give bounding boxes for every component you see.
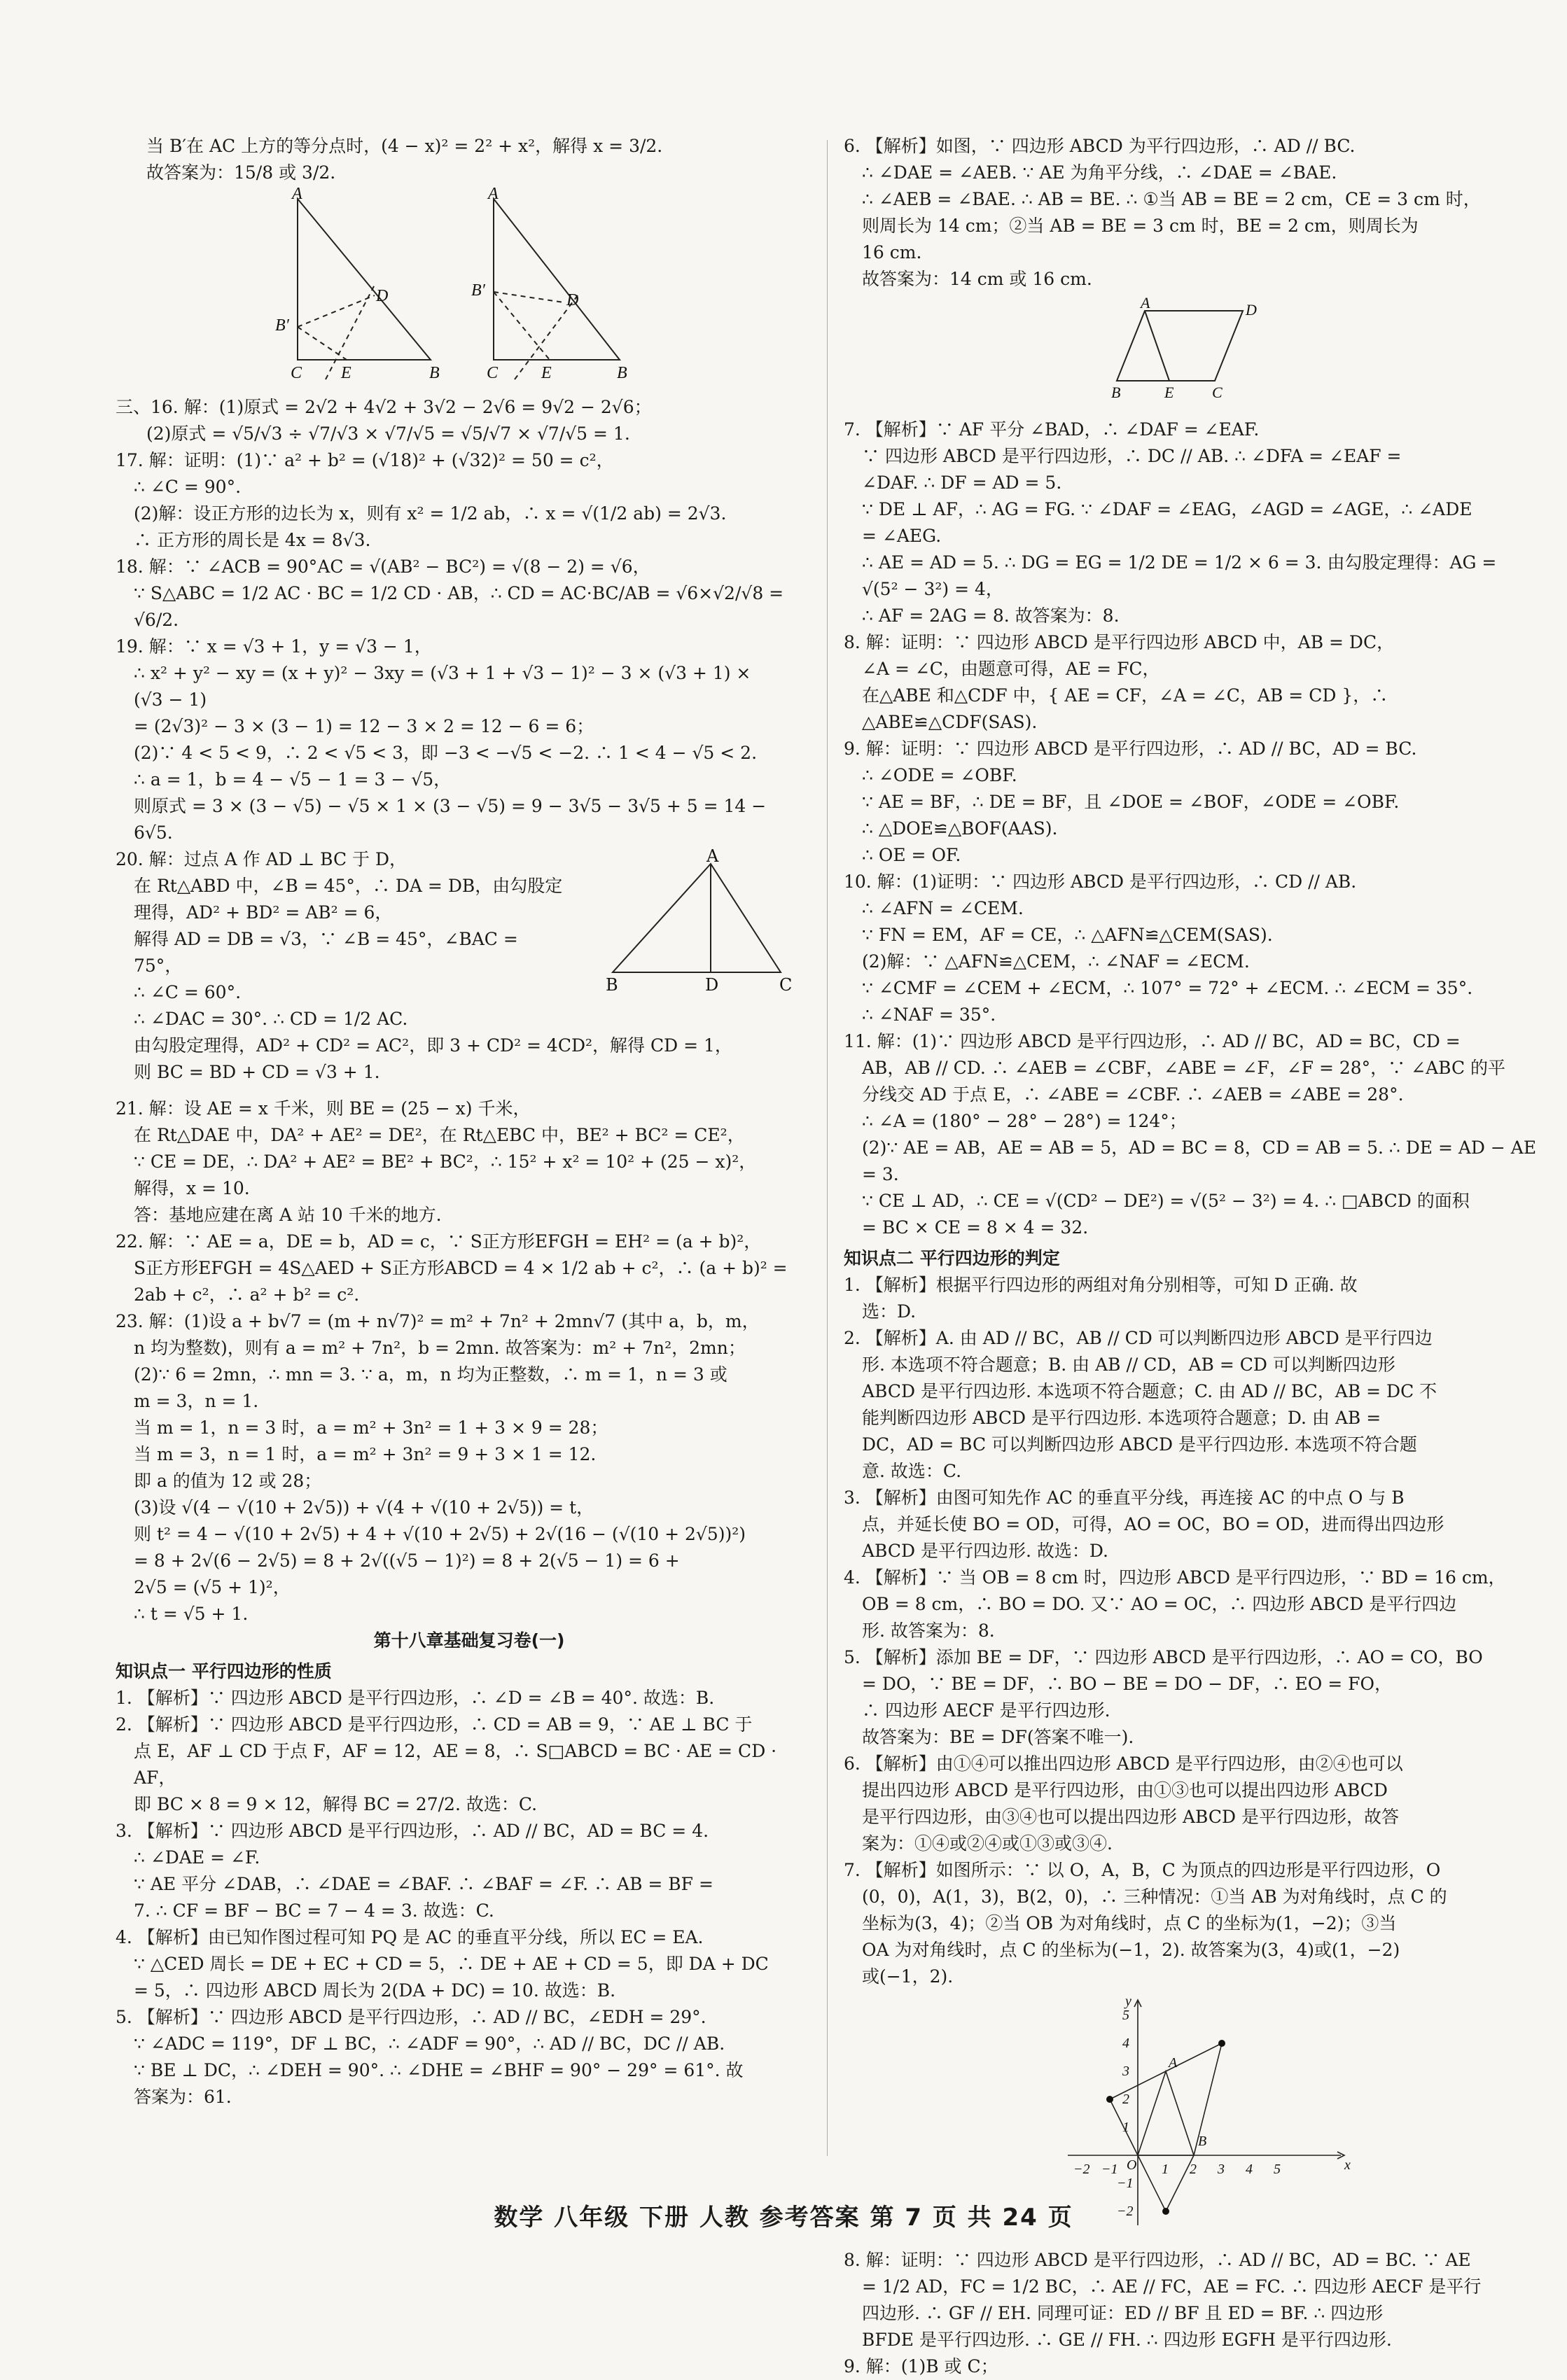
answer-line: ∵ △CED 周长 = DE + EC + CD = 5，∴ DE + AE + CD = 5，即 DA + DC xyxy=(134,1954,769,1974)
figure-label: D xyxy=(1246,301,1257,318)
tick-label: −1 xyxy=(1117,2176,1134,2191)
answer-line: (√3 − 1) xyxy=(134,690,207,710)
answer-line: ∴ ∠NAF = 35°. xyxy=(862,1004,996,1025)
answer-line: ∴ AF = 2AG = 8. 故答案为：8. xyxy=(862,606,1120,626)
answer-line: 5. 【解析】∵ 四边形 ABCD 是平行四边形，∴ AD // BC，∠EDH = 29°. xyxy=(116,2007,706,2027)
figure-label: C xyxy=(779,975,793,995)
answer-line: (2)∵ AE = AB，AE = AB = 5，AD = BC = 8，CD = AB = 5. ∴ DE = AD − AE = 3. xyxy=(862,1138,1537,1184)
answer-line: OB = 8 cm，∴ BO = DO. 又∵ AO = OC，∴ 四边形 ABCD 是平行四边 xyxy=(862,1594,1457,1614)
answer-line: 11. 解：(1)∵ 四边形 ABCD 是平行四边形，∴ AD // BC，AD = BC，CD = xyxy=(844,1031,1461,1051)
figure-label: A xyxy=(292,185,302,203)
answer-line: ∵ CE = DE，∴ DA² + AE² = BE² + BC²，∴ 15² + x² = 10² + (25 − x)²， xyxy=(134,1152,757,1172)
answer-line: 2. 【解析】∵ 四边形 ABCD 是平行四边形，∴ CD = AB = 9，∵ AE ⊥ BC 于 xyxy=(116,1714,753,1735)
answer-line: = BC × CE = 8 × 4 = 32. xyxy=(862,1217,1089,1238)
answer-line: 5. 【解析】添加 BE = DF，∵ 四边形 ABCD 是平行四边形，∴ AO = CO，BO xyxy=(844,1647,1483,1667)
right-column xyxy=(844,133,1551,2380)
origin-label: O xyxy=(1127,2157,1137,2173)
answer-line: 选：D. xyxy=(862,1301,917,1322)
tick-label: 3 xyxy=(1122,2064,1129,2079)
answer-line: ∴ a = 1，b = 4 − √5 − 1 = 3 − √5， xyxy=(134,769,452,790)
answer-line: = 5，∴ 四边形 ABCD 周长为 2(DA + DC) = 10. 故选：B. xyxy=(134,1980,616,2001)
answer-line: 9. 解：证明：∵ 四边形 ABCD 是平行四边形，∴ AD // BC，AD = BC. xyxy=(844,738,1417,759)
tick-label: −2 xyxy=(1073,2162,1090,2177)
figure-label: B xyxy=(429,364,440,382)
answer-line: 形. 故答案为：8. xyxy=(862,1620,995,1641)
triangle-figures xyxy=(116,185,823,387)
answer-line: m = 3，n = 1. xyxy=(134,1391,259,1411)
answer-line: ∵ ∠ADC = 119°，DF ⊥ BC，∴ ∠ADF = 90°，∴ AD // BC，DC // AB. xyxy=(134,2033,725,2054)
answer-line: 案为：①④或②④或①③或③④. xyxy=(862,1833,1113,1854)
answer-line: ∴ ∠DAE = ∠AEB. ∵ AE 为角平分线，∴ ∠DAE = ∠BAE. xyxy=(862,162,1337,183)
figure-label: B xyxy=(617,364,627,382)
dashed-line xyxy=(298,295,375,327)
answer-line: OA 为对角线时，点 C 的坐标为(−1，2). 故答案为(3，4)或(1，−2) xyxy=(862,1940,1400,1960)
answer-line: 6√5. xyxy=(134,822,173,843)
point-c1 xyxy=(1218,2040,1225,2047)
column-divider xyxy=(827,140,828,2156)
answer-line: 能判断四边形 ABCD 是平行四边形. 本选项符合题意；D. 由 AB = xyxy=(862,1408,1381,1428)
tick-label: 3 xyxy=(1218,2162,1225,2177)
triangle-abc-figure xyxy=(606,846,802,995)
answer-line: = 8 + 2√(6 − 2√5) = 8 + 2√((√5 − 1)²) = 8 + 2(√5 − 1) = 6 + xyxy=(134,1550,680,1571)
point-c2 xyxy=(1106,2096,1113,2103)
answer-line: 23. 解：(1)设 a + b√7 = (m + n√7)² = m² + 7n² + 2mn√7 (其中 a，b，m， xyxy=(116,1311,760,1331)
answer-line: ∴ △DOE≌△BOF(AAS). xyxy=(862,818,1058,839)
section-heading: 知识点一 平行四边形的性质 xyxy=(116,1661,332,1681)
figure-label: E xyxy=(1164,384,1174,401)
answer-line: 6. 【解析】如图，∵ 四边形 ABCD 为平行四边形，∴ AD // BC. xyxy=(844,136,1356,156)
answer-line: 7. 【解析】∵ AF 平分 ∠BAD，∴ ∠DAF = ∠EAF. xyxy=(844,419,1260,440)
answer-line: 形. 本选项不符合题意；B. 由 AB // CD，AB = CD 可以判断四边形 xyxy=(862,1354,1395,1375)
answer-line: (2)解：∵ △AFN≌△CEM，∴ ∠NAF = ∠ECM. xyxy=(862,951,1250,972)
answer-line: ∵ 四边形 ABCD 是平行四边形，∴ DC // AB. ∴ ∠DFA = ∠EAF = xyxy=(862,446,1402,466)
answer-line: 答案为：61. xyxy=(134,2087,232,2107)
answer-line: 点，并延长使 BO = OD，可得，AO = OC，BO = OD，进而得出四边形 xyxy=(862,1514,1444,1534)
left-column xyxy=(116,133,823,2110)
answer-line: (2)解：设正方形的边长为 x，则有 x² = 1/2 ab，∴ x = √(1/2 ab) = 2√3. xyxy=(134,503,727,524)
answer-line: 则 BC = BD + CD = √3 + 1. xyxy=(134,1062,380,1082)
figure-label: B xyxy=(1111,384,1121,401)
answer-line: 7. ∴ CF = BF − BC = 7 − 4 = 3. 故选：C. xyxy=(134,1900,494,1921)
answer-line: 8. 解：证明：∵ 四边形 ABCD 是平行四边形，∴ AD // BC，AD = BC. ∵ AE xyxy=(844,2250,1471,2270)
answer-line: 在△ABE 和△CDF 中，{ AE = CF，∠A = ∠C，AB = CD }，∴ △ABE≌△CDF(SAS). xyxy=(862,685,1388,732)
answer-line: ∵ ∠CMF = ∠CEM + ∠ECM，∴ 107° = 72° + ∠ECM. ∴ ∠ECM = 35°. xyxy=(862,978,1473,998)
point-label: A xyxy=(1169,2055,1178,2071)
answer-line: (2)∵ 4 < 5 < 9，∴ 2 < √5 < 3，即 −3 < −√5 < −2. ∴ 1 < 4 − √5 < 2. xyxy=(134,743,758,763)
answer-line: 3. 【解析】∵ 四边形 ABCD 是平行四边形，∴ AD // BC，AD = BC = 4. xyxy=(116,1821,709,1841)
answer-line: 分线交 AD 于点 E，∴ ∠ABE = ∠CBF. ∴ ∠AEB = ∠ABE = 28°. xyxy=(862,1084,1404,1105)
figure-label: E xyxy=(541,364,552,382)
figure-label: D xyxy=(705,975,719,995)
answer-line: 故答案为：15/8 或 3/2. xyxy=(146,162,336,183)
page-footer: 数学 八年级 下册 人教 参考答案 第 7 页 共 24 页 xyxy=(494,2204,1073,2232)
answer-line: 由勾股定理得，AD² + CD² = AC²，即 3 + CD² = 4CD²，解得 CD = 1， xyxy=(134,1035,732,1056)
figure-label: A xyxy=(488,185,499,203)
answer-line: (0，0)，A(1，3)，B(2，0)，∴ 三种情况：①当 AB 为对角线时，点 C 的 xyxy=(862,1886,1447,1907)
dashed-line xyxy=(494,292,564,302)
answer-line: 1. 【解析】∵ 四边形 ABCD 是平行四边形，∴ ∠D = ∠B = 40°. 故选：B. xyxy=(116,1688,715,1708)
triangle-left xyxy=(298,199,431,360)
answer-line: 三、16. 解：(1)原式 = 2√2 + 4√2 + 3√2 − 2√6 = 9√2 − 2√6； xyxy=(116,397,652,417)
point-label: B xyxy=(1198,2134,1207,2149)
answer-line: 当 m = 3，n = 1 时，a = m² + 3n² = 9 + 3 × 1 = 12. xyxy=(134,1444,597,1464)
answer-line: ∠A = ∠C，由题意可得，AE = FC， xyxy=(862,659,1160,679)
tick-label: 2 xyxy=(1190,2162,1197,2177)
answer-line: = DO，∵ BE = DF，∴ BO − BE = DO − DF，∴ EO = FO， xyxy=(862,1674,1392,1694)
tick-label: −2 xyxy=(1117,2204,1134,2219)
answer-line: (2)∵ 6 = 2mn，∴ mn = 3. ∵ a，m，n 均为正整数，∴ m = 1，n = 3 或 xyxy=(134,1364,727,1385)
answer-line: ABCD 是平行四边形. 本选项不符合题意；C. 由 AD // BC，AB = DC 不 xyxy=(862,1381,1437,1401)
answer-line: 即 BC × 8 = 9 × 12，解得 BC = 27/2. 故选：C. xyxy=(134,1794,538,1814)
answer-line: 故答案为：BE = DF(答案不唯一). xyxy=(862,1727,1134,1747)
answer-line: ∵ CE ⊥ AD，∴ CE = √(CD² − DE²) = √(5² − 3²) = 4. ∴ □ABCD 的面积 xyxy=(862,1191,1470,1211)
triangle-oab xyxy=(1138,2071,1194,2155)
answer-line: = 1/2 AD，FC = 1/2 BC，∴ AE // FC，AE = FC. ∴ 四边形 AECF 是平行 xyxy=(862,2276,1482,2297)
answer-line: 即 a 的值为 12 或 28； xyxy=(134,1471,322,1491)
dashed-line xyxy=(298,327,347,360)
triangle-figures-svg xyxy=(116,185,627,382)
answer-line: (2)原式 = √5/√3 ÷ √7/√3 × √7/√5 = √5/√7 × √7/√5 = 1. xyxy=(146,424,630,444)
answer-line: 解得，x = 10. xyxy=(134,1178,250,1198)
answer-line: 9. 解：(1)B 或 C； xyxy=(844,2356,998,2376)
answer-line: ∴ ∠C = 90°. xyxy=(134,477,242,497)
answer-line: (3)设 √(4 − √(10 + 2√5)) + √(4 + √(10 + 2√5)) = t， xyxy=(134,1497,594,1518)
axis-label: x xyxy=(1344,2157,1351,2173)
answer-line: 当 B′在 AC 上方的等分点时，(4 − x)² = 2² + x²，解得 x = 3/2. xyxy=(146,136,663,156)
answer-line: 2. 【解析】A. 由 AD // BC，AB // CD 可以判断四边形 ABCD 是平行四边 xyxy=(844,1328,1433,1348)
figure-label: A xyxy=(1141,294,1150,312)
axis-label: y xyxy=(1125,1994,1131,2009)
answer-line: ∠DAF. ∴ DF = AD = 5. xyxy=(862,472,1062,493)
answer-line: ∴ AE = AD = 5. ∴ DG = EG = 1/2 DE = 1/2 × 6 = 3. 由勾股定理得：AG = xyxy=(862,552,1497,573)
parallelogram-svg xyxy=(1103,294,1271,402)
tick-label: 4 xyxy=(1122,2036,1129,2051)
answer-line: ∵ AE 平分 ∠DAB，∴ ∠DAE = ∠BAF. ∴ ∠BAF = ∠F. ∴ AB = BF = xyxy=(134,1874,713,1894)
tick-label: 1 xyxy=(1122,2120,1129,2135)
answer-line: 6. 【解析】由①④可以推出四边形 ABCD 是平行四边形，由②④也可以 xyxy=(844,1754,1403,1774)
answer-line: ∴ ∠AEB = ∠BAE. ∴ AB = BE. ∴ ①当 AB = BE = 2 cm，CE = 3 cm 时， xyxy=(862,189,1481,209)
answer-line: 理得，AD² + BD² = AB² = 6， xyxy=(134,902,393,923)
answer-line: 在 Rt△ABD 中，∠B = 45°，∴ DA = DB，由勾股定 xyxy=(134,876,563,896)
answer-line: = ∠AEG. xyxy=(862,526,942,546)
answer-line: ∴ t = √5 + 1. xyxy=(134,1604,249,1624)
answer-line: ∴ ∠C = 60°. xyxy=(134,982,242,1002)
figure-label: C xyxy=(291,364,302,382)
answer-line: 2ab + c²，∴ a² + b² = c². xyxy=(134,1284,360,1305)
answer-line: 则 t² = 4 − √(10 + 2√5) + 4 + √(10 + 2√5) + 2√(16 − (√(10 + 2√5))²) xyxy=(134,1524,746,1544)
answer-line: 提出四边形 ABCD 是平行四边形，由①③也可以提出四边形 ABCD xyxy=(862,1780,1388,1800)
answer-line: 答：基地应建在离 A 站 10 千米的地方. xyxy=(134,1205,442,1225)
answer-line: AB，AB // CD. ∴ ∠AEB = ∠CBF，∠ABE = ∠F，∠F = 28°，∵ ∠ABC 的平 xyxy=(862,1058,1506,1078)
figure-label: B′ xyxy=(471,281,485,300)
answer-line: 当 m = 1，n = 3 时，a = m² + 3n² = 1 + 3 × 9 = 28； xyxy=(134,1418,608,1438)
figure-label: A xyxy=(706,846,719,866)
answer-line: ∵ S△ABC = 1/2 AC · BC = 1/2 CD · AB，∴ CD = AC·BC/AB = √6×√2/√8 = √6/2. xyxy=(134,583,784,630)
tick-label: 1 xyxy=(1162,2162,1169,2177)
figure-label: E xyxy=(341,364,351,382)
answer-line: 3. 【解析】由图可知先作 AC 的垂直平分线，再连接 AC 的中点 O 与 B xyxy=(844,1488,1405,1508)
answer-line: 7. 【解析】如图所示：∵ 以 O，A，B，C 为顶点的四边形是平行四边形，O xyxy=(844,1860,1441,1880)
triangle-right xyxy=(494,199,620,360)
answer-line: 在 Rt△DAE 中，DA² + AE² = DE²，在 Rt△EBC 中，BE² + BC² = CE²， xyxy=(134,1125,745,1145)
answer-line: S正方形EFGH = 4S△AED + S正方形ABCD = 4 × 1/2 ab + c²，∴ (a + b)² = xyxy=(134,1258,788,1278)
answer-line: ∵ AE = BF，∴ DE = BF，且 ∠DOE = ∠BOF，∠ODE = ∠OBF. xyxy=(862,792,1400,812)
answer-line: 4. 【解析】∵ 当 OB = 8 cm 时，四边形 ABCD 是平行四边形，∵ BD = 16 cm， xyxy=(844,1567,1506,1588)
answer-line: 16 cm. xyxy=(862,242,922,262)
answer-line: ∵ FN = EM，AF = CE，∴ △AFN≌△CEM(SAS). xyxy=(862,925,1273,945)
answer-line: 2√5 = (√5 + 1)²， xyxy=(134,1577,291,1597)
answer-line: 21. 解：设 AE = x 千米，则 BE = (25 − x) 千米， xyxy=(116,1098,531,1119)
figure-label: B xyxy=(606,975,618,995)
answer-line: ∴ ∠A = (180° − 28° − 28°) = 124°； xyxy=(862,1111,1187,1131)
answer-line: ∴ ∠ODE = ∠OBF. xyxy=(862,765,1017,785)
tick-label: 5 xyxy=(1122,2008,1129,2023)
parallelogram-figure xyxy=(844,294,1551,410)
answer-line: 8. 解：证明：∵ 四边形 ABCD 是平行四边形 ABCD 中，AB = DC， xyxy=(844,632,1395,652)
tick-label: −1 xyxy=(1101,2162,1118,2177)
answer-line: 或(−1，2). xyxy=(862,1966,954,1987)
tick-label: 4 xyxy=(1246,2162,1253,2177)
tick-label: 2 xyxy=(1122,2092,1129,2107)
answer-line: BFDE 是平行四边形. ∴ GE // FH. ∴ 四边形 EGFH 是平行四边形. xyxy=(862,2330,1392,2350)
answer-line: 则原式 = 3 × (3 − √5) − √5 × 1 × (3 − √5) = 9 − 3√5 − 3√5 + 5 = 14 − xyxy=(134,796,767,816)
answer-line: 1. 【解析】根据平行四边形的两组对角分别相等，可知 D 正确. 故 xyxy=(844,1275,1358,1295)
answer-line: ∵ DE ⊥ AF，∴ AG = FG. ∵ ∠DAF = ∠EAG，∠AGD = ∠AGE，∴ ∠ADE xyxy=(862,499,1472,519)
answer-line: 点 E，AF ⊥ CD 于点 F，AF = 12，AE = 8，∴ S□ABCD = BC · AE = CD · AF， xyxy=(134,1741,777,1788)
answer-line: 19. 解：∵ x = √3 + 1，y = √3 − 1， xyxy=(116,636,432,657)
answer-line: 22. 解：∵ AE = a，DE = b，AD = c，∵ S正方形EFGH = EH² = (a + b)²， xyxy=(116,1231,762,1252)
answer-line: 故答案为：14 cm 或 16 cm. xyxy=(862,269,1092,289)
section-heading: 知识点二 平行四边形的判定 xyxy=(844,1248,1060,1268)
figure-label: D xyxy=(376,287,389,305)
figure-label: C xyxy=(487,364,499,382)
tick-label: 5 xyxy=(1274,2162,1281,2177)
answer-line: √(5² − 3²) = 4， xyxy=(862,579,1003,599)
answer-line: 18. 解：∵ ∠ACB = 90°AC = √(AB² − BC²) = √(8 − 2) = √6， xyxy=(116,556,650,577)
answer-line: 坐标为(3，4)；②当 OB 为对角线时，点 C 的坐标为(1，−2)；③当 xyxy=(862,1913,1397,1933)
answer-line: 17. 解：证明：(1)∵ a² + b² = (√18)² + (√32)² = 50 = c²， xyxy=(116,450,614,470)
coordinate-graph-svg xyxy=(1061,1994,1355,2232)
answer-line: ∴ 正方形的周长是 4x = 8√3. xyxy=(134,530,371,550)
figure-label: C xyxy=(1212,384,1223,401)
answer-line: DC，AD = BC 可以判断四边形 ABCD 是平行四边形. 本选项不符合题 xyxy=(862,1434,1417,1455)
dashed-line xyxy=(494,292,550,360)
answer-line: ∵ BE ⊥ DC，∴ ∠DEH = 90°. ∴ ∠DHE = ∠BHF = 90° − 29° = 61°. 故 xyxy=(134,2060,744,2080)
answer-line: ∴ ∠AFN = ∠CEM. xyxy=(862,898,1024,918)
figure-label: B′ xyxy=(275,316,289,335)
answer-line: 解得 AD = DB = √3，∵ ∠B = 45°，∠BAC = 75°， xyxy=(134,929,518,976)
answer-line: 则周长为 14 cm；②当 AB = BE = 3 cm 时，BE = 2 cm，则周长为 xyxy=(862,216,1419,236)
answer-line: = (2√3)² − 3 × (3 − 1) = 12 − 3 × 2 = 12 − 6 = 6； xyxy=(134,716,594,736)
answer-line: ∴ ∠DAC = 30°. ∴ CD = 1/2 AC. xyxy=(134,1009,408,1029)
answer-line: 10. 解：(1)证明：∵ 四边形 ABCD 是平行四边形，∴ CD // AB. xyxy=(844,872,1357,892)
answer-line: 意. 故选：C. xyxy=(862,1461,962,1481)
answer-line: n 均为整数)，则有 a = m² + 7n²，b = 2mn. 故答案为：m² + 7n²，2mn； xyxy=(134,1338,746,1358)
answer-line: 是平行四边形，由③④也可以提出四边形 ABCD 是平行四边形，故答 xyxy=(862,1807,1399,1827)
answer-line: 4. 【解析】由已知作图过程可知 PQ 是 AC 的垂直平分线，所以 EC = EA. xyxy=(116,1927,704,1947)
chapter-title: 第十八章基础复习卷(一) xyxy=(373,1630,565,1651)
answer-line: ∴ ∠DAE = ∠F. xyxy=(134,1847,260,1868)
answer-line: ∴ OE = OF. xyxy=(862,845,961,865)
answer-line: ∴ 四边形 AECF 是平行四边形. xyxy=(862,1700,1110,1721)
q20-block xyxy=(116,846,823,1032)
answer-line: 四边形. ∴ GF // EH. 同理可证：ED // BF 且 ED = BF. ∴ 四边形 xyxy=(862,2303,1384,2323)
answer-line: 20. 解：过点 A 作 AD ⊥ BC 于 D， xyxy=(116,849,408,869)
answer-line: ABCD 是平行四边形. 故选：D. xyxy=(862,1541,1109,1561)
answer-line: ∴ x² + y² − xy = (x + y)² − 3xy = (√3 + 1 + √3 − 1)² − 3 × (√3 + 1) × xyxy=(134,663,751,683)
figure-label: D xyxy=(566,291,579,309)
